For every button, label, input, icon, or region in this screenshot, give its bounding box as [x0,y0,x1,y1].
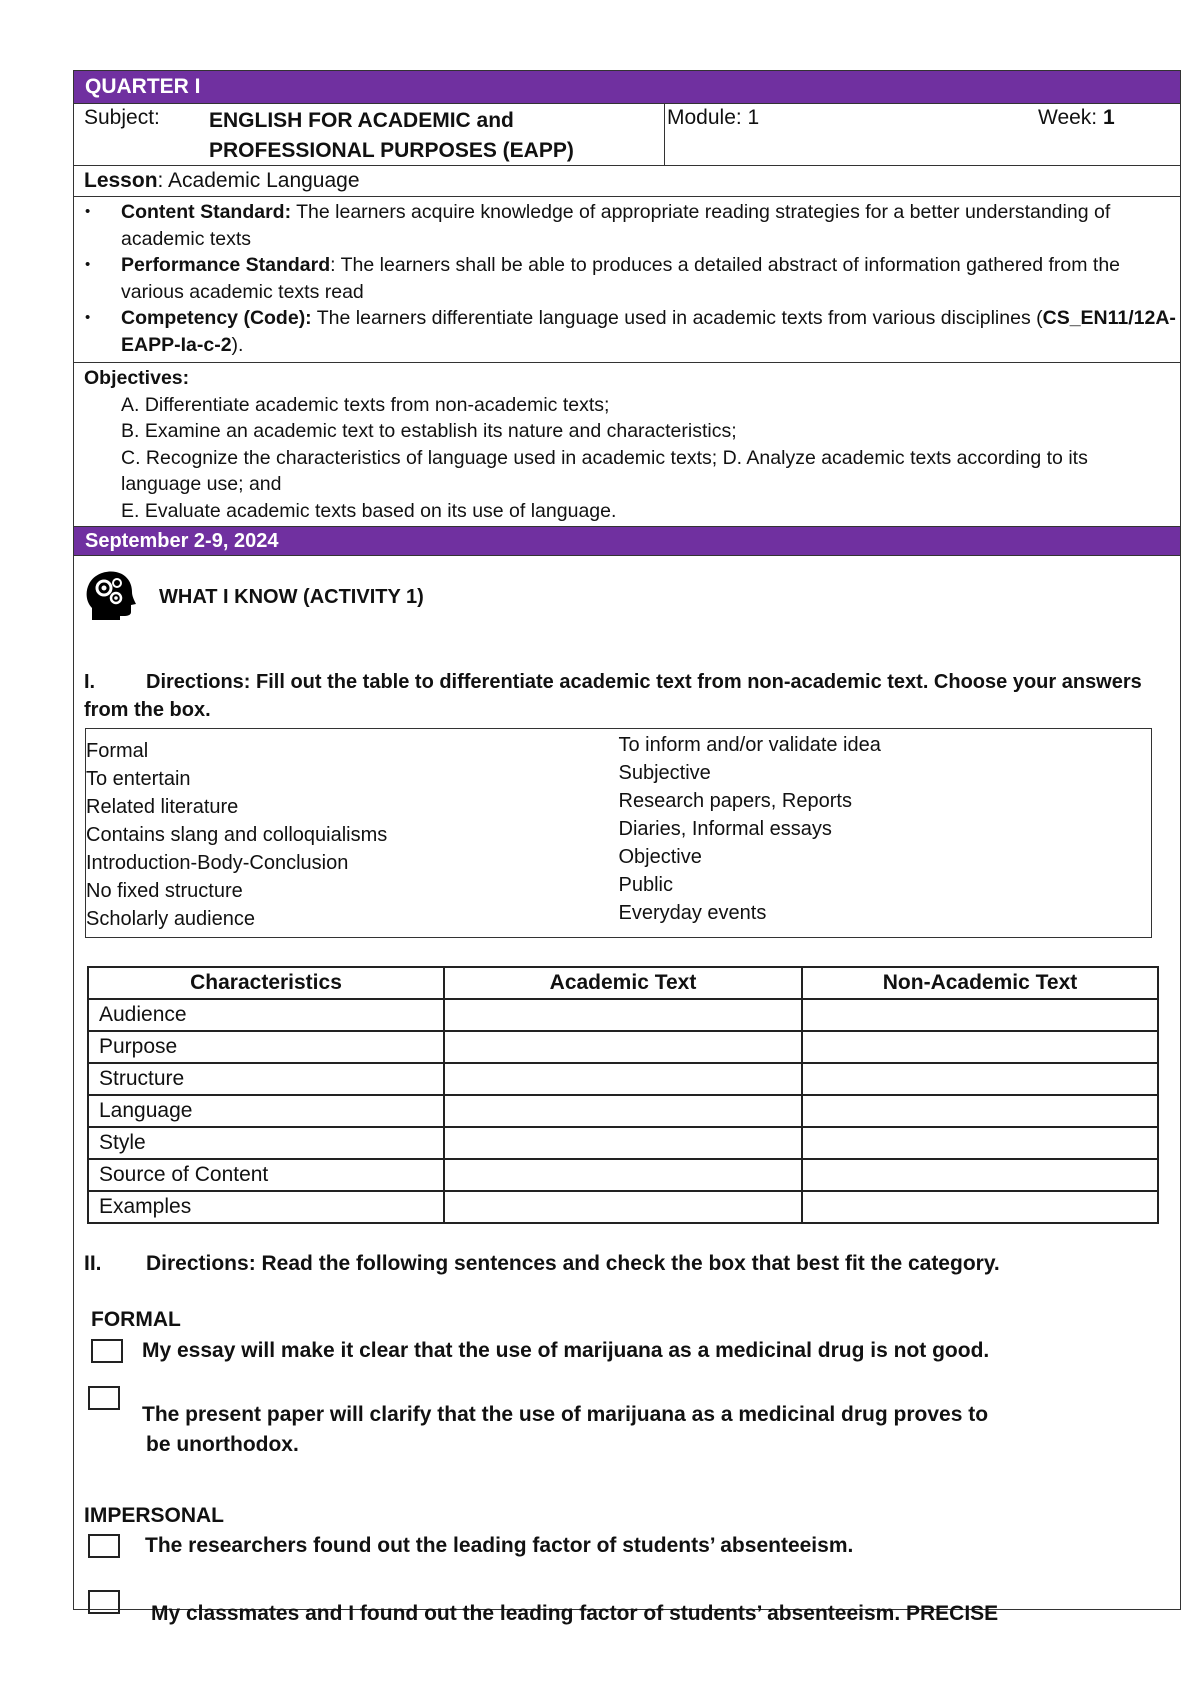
choice-item: Objective [618,846,702,868]
choice-column-left [86,729,619,937]
date-bar: September 2-9, 2024 [74,526,1180,556]
choice-item: Related literature [86,796,239,818]
directions-1-text: Directions: Fill out the table to differentiate academic text from non-academic text. Choose your answers from the box. [84,671,1142,721]
subject-row [74,104,1180,166]
checkbox[interactable] [91,1339,123,1363]
choice-item: To entertain [86,768,191,790]
quarter-bar: QUARTER I [74,71,1180,104]
category-formal: FORMAL [91,1308,181,1331]
choice-item: Subjective [618,762,711,784]
objective-a: A. Differentiate academic texts from non-academic texts; [121,393,610,416]
row-label: Language [88,1095,444,1127]
sentence-text [151,1599,998,1629]
column-header: Non-Academic Text [802,967,1158,999]
content-standard-label: Content Standard: [121,201,292,223]
objectives-block [74,363,1180,526]
table-row [88,1031,1158,1063]
checkbox[interactable] [88,1386,120,1410]
choice-item: Public [618,874,673,896]
answer-cell[interactable] [802,1159,1158,1191]
category-impersonal: IMPERSONAL [84,1504,225,1527]
standards-block [74,197,1180,363]
content-standard [74,199,1180,252]
choice-item: Scholarly audience [86,908,255,930]
choice-item: Research papers, Reports [618,790,852,812]
answer-cell[interactable] [444,1063,802,1095]
directions-2-number: II. [84,1252,102,1275]
answer-cell[interactable] [802,1191,1158,1223]
row-label: Purpose [88,1031,444,1063]
answer-cell[interactable] [802,1031,1158,1063]
performance-standard [74,252,1180,305]
row-label: Structure [88,1063,444,1095]
thinking-head-icon [82,568,136,622]
performance-standard-text: : The learners shall be able to produces a detailed abstract of information gathered from the various academic texts read [121,254,1121,303]
answer-cell[interactable] [802,1095,1158,1127]
subject-label: Subject: [84,106,160,129]
answer-cell[interactable] [444,1095,802,1127]
table-row [88,999,1158,1031]
table-row [88,1191,1158,1223]
choice-item: Introduction-Body-Conclusion [86,852,349,874]
objective-c: C. Recognize the characteristics of language used in academic texts; D. Analyze academic texts according to its language use; and [121,446,1088,495]
subject-title [209,104,665,165]
table-row [88,1159,1158,1191]
week-number [1038,104,1180,165]
table-row [88,1095,1158,1127]
characteristics-table [87,966,1159,1224]
choice-item: Contains slang and colloquialisms [86,824,388,846]
row-label: Source of Content [88,1159,444,1191]
sentence-text-line-1: The present paper will clarify that the use of marijuana as a medicinal drug proves to [142,1403,989,1426]
subject-line-2: PROFESSIONAL PURPOSES (EAPP) [209,139,574,162]
directions-1-number: I. [84,671,96,693]
table-row [88,1127,1158,1159]
answer-cell[interactable] [444,1191,802,1223]
row-label: Style [88,1127,444,1159]
directions-2-text: Directions: Read the following sentences and check the box that best fit the category. [146,1252,1000,1275]
answer-cell[interactable] [444,999,802,1031]
row-label: Audience [88,999,444,1031]
competency-end: ). [231,333,244,356]
sentence-item [74,1336,1180,1380]
activity-header [74,556,1180,666]
objectives-title: Objectives: [84,367,190,389]
choice-item: Everyday events [618,902,767,924]
table-row [88,1063,1158,1095]
choice-item: No fixed structure [86,880,243,902]
directions-2 [84,1252,1180,1276]
module-number: Module: 1 [667,106,760,129]
answer-cell[interactable] [444,1159,802,1191]
sentence-text: The researchers found out the leading factor of students’ absenteeism. [145,1534,854,1557]
checkbox[interactable] [88,1590,120,1614]
competency [74,305,1180,358]
table-header-row [88,967,1158,999]
checkbox[interactable] [88,1534,120,1558]
week-label: Week: [1038,106,1098,129]
activity-title: WHAT I KNOW (ACTIVITY 1) [159,586,424,608]
competency-text: The learners differentiate language used in academic texts from various disciplines ( [311,307,1043,329]
performance-standard-label: Performance Standard [121,254,331,276]
sentence-text: My essay will make it clear that the use of marijuana as a medicinal drug is not good. [142,1339,990,1362]
category-precise: PRECISE [906,1602,999,1625]
directions-1 [74,668,1180,724]
answer-cell[interactable] [444,1127,802,1159]
sentence-item [74,1388,1180,1462]
column-header: Characteristics [88,967,444,999]
row-label: Examples [88,1191,444,1223]
lesson-label: Lesson [84,169,158,192]
lesson-value: : Academic Language [157,169,360,192]
objective-e: E. Evaluate academic texts based on its use of language. [121,499,617,522]
module-page [73,70,1181,1625]
choice-item: Diaries, Informal essays [618,818,832,840]
answer-cell[interactable] [802,999,1158,1031]
lesson-row [74,166,1180,197]
column-header: Academic Text [444,967,802,999]
answer-cell[interactable] [444,1031,802,1063]
choice-column-right [619,729,1152,937]
sentence-text-line-2: be unorthodox. [146,1433,299,1456]
objective-b: B. Examine an academic text to establish its nature and characteristics; [121,420,737,442]
choice-item: To inform and/or validate idea [618,734,881,756]
content-standard-text: The learners acquire knowledge of appropriate reading strategies for a better understanding of academic texts [121,201,1111,250]
sentence-item [74,1593,1180,1633]
answer-cell[interactable] [802,1127,1158,1159]
competency-code: CS_EN11/12A-EAPP-Ia-c-2 [121,307,1176,356]
sentence-body: My classmates and I found out the leading factor of students’ absenteeism. [151,1602,901,1625]
week-value: 1 [1102,106,1115,129]
choice-item: Formal [86,740,149,762]
subject-line-1: ENGLISH FOR ACADEMIC and [209,109,514,132]
answer-cell[interactable] [802,1063,1158,1095]
sentence-item [74,1531,1180,1577]
answer-choice-box [85,728,1152,938]
competency-label: Competency (Code): [121,307,312,329]
